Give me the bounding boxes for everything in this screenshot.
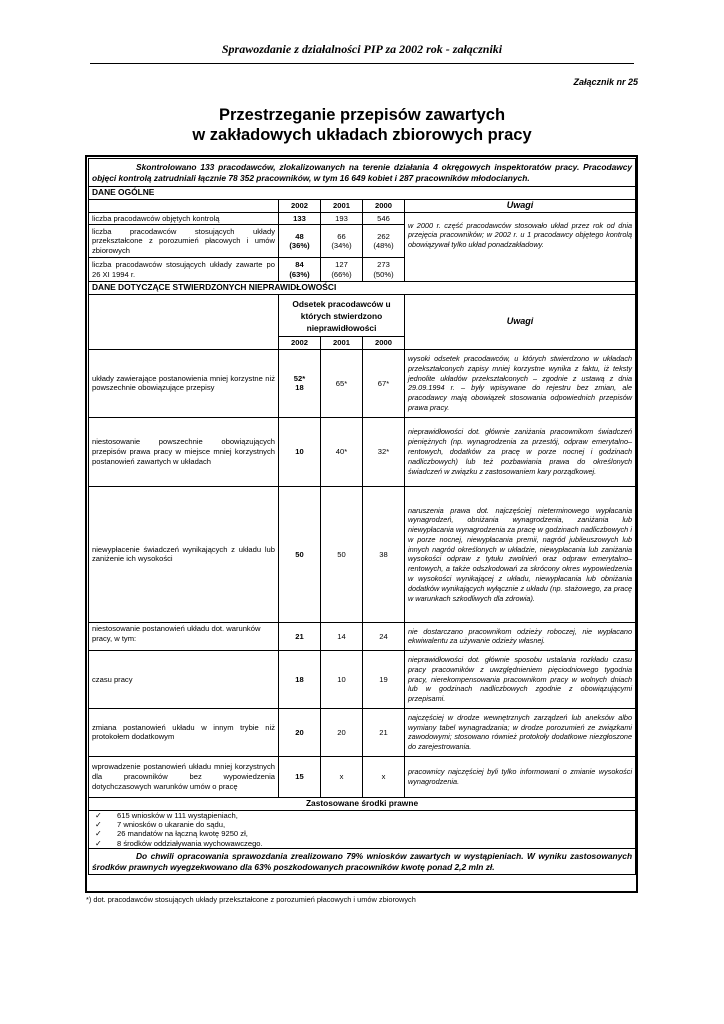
violation-label: układy zawierające postanowienia mniej korzystne niż powszechnie obowiązujące przepisy [89,349,279,417]
measures-list [89,810,636,849]
violation-label: czasu pracy [89,650,279,708]
violation-value-2000: 21 [363,708,405,756]
violation-value-2000: 24 [363,622,405,650]
measures-heading: Zastosowane środki prawne [89,797,636,810]
violation-value-2000: 38 [363,486,405,622]
check-icon: ✓ [95,838,102,848]
check-icon: ✓ [95,829,102,839]
check-icon: ✓ [95,810,102,820]
violation-value-2000: 32* [363,417,405,486]
violation-label: wprowadzenie postanowień układu mniej korzystnych dla pracowników bez wypowiedzenia dotychczasowych warunków umów o pracę [89,756,279,797]
title-line-2: w zakładowych układach zbiorowych pracy [192,126,532,144]
intro-text: Skontrolowano 133 pracodawców, zlokalizowanych na terenie działania 4 okręgowych inspektoratów pracy. Pracodawcy objęci kontrolą zatrudniali łącznie 78 352 pracowników, w tym 16 649 kobiet i 287 pracowników młodocianych. [89,159,636,187]
check-icon: ✓ [95,819,102,829]
violation-value-2001: 50 [321,486,363,622]
violations-heading: DANE DOTYCZĄCE STWIERDZONYCH NIEPRAWIDŁOWOŚCI [89,282,636,295]
violation-label: zmiana postanowień układu w innym trybie niż protokołem dodatkowym [89,708,279,756]
general-value: 546 [363,212,405,225]
general-remark: w 2000 r. część pracodawców stosowało układ przez rok od dnia przejęcia pracowników; w 2002 r. u 1 pracodawcy objętego kontrolą obowiązywał tylko układ ponadzakładowy. [405,212,636,282]
violation-value-2001: 40* [321,417,363,486]
year-2001-header: 2001 [321,337,363,350]
list-item: ✓ 26 mandatów na łączną kwotę 9250 zł, [95,829,248,839]
violation-value-2000: x [363,756,405,797]
general-value: 193 [321,212,363,225]
attachment-number: Załącznik nr 25 [573,77,638,87]
year-2002-header: 2002 [279,199,321,212]
violation-value-2002: 10 [279,417,321,486]
general-value: 273 (50%) [363,258,405,282]
violation-value-2002: 52* 18 [279,349,321,417]
general-row-label: liczba pracodawców stosujących układy zawarte po 26 XI 1994 r. [89,258,279,282]
general-row-label: liczba pracodawców stosujących układy przekształcone z porozumień płacowych i umów zbiorowych [89,225,279,258]
violation-value-2002: 50 [279,486,321,622]
violation-value-2002: 18 [279,650,321,708]
violation-label: niestosowanie postanowień układu dot. warunków pracy, w tym: [89,622,279,650]
header-rule [90,63,634,64]
list-item: ✓ 615 wniosków w 111 wystąpieniach, [95,810,238,820]
year-2000-header: 2000 [363,199,405,212]
violation-remark: wysoki odsetek pracodawców, u których stwierdzono w układach przekształconych zapisy mniej korzystne wynika z faktu, iż teksty jednolite układów przekształconych – zgodnie z ustawą z dnia 29.09.1994 r. – były wpisywane do rejestru bez zmian, ale pracodawcy mają obowiązek stosowania odpowiednich przepisów prawa pracy. [405,349,636,417]
year-2002-header: 2002 [279,337,321,350]
violation-label: niewypłacenie świadczeń wynikających z układu lub zaniżenie ich wysokości [89,486,279,622]
year-2001-header: 2001 [321,199,363,212]
page-title [90,105,634,145]
general-value: 127 (66%) [321,258,363,282]
remarks-header: Uwagi [405,199,636,212]
general-value: 133 [279,212,321,225]
violation-value-2002: 20 [279,708,321,756]
violation-value-2001: 14 [321,622,363,650]
violation-remark: nie dostarczano pracownikom odzieży roboczej, nie wypłacano ekwiwalentu za używanie odzieży własnej. [405,622,636,650]
violation-value-2001: 10 [321,650,363,708]
year-2000-header: 2000 [363,337,405,350]
violation-value-2000: 19 [363,650,405,708]
violations-remarks-header: Uwagi [405,295,636,350]
page-header: Sprawozdanie z działalności PIP za 2002 rok - załączniki [221,42,503,56]
list-item: ✓ 7 wniosków o ukaranie do sądu, [95,819,226,829]
violation-remark: naruszenia prawa dot. najczęściej nieterminowego wypłacania wynagrodzeń, obniżania wynagrodzenia, zaniżania lub niewypłacania wynagrodzenia za pracę w godzinach nadliczbowych i w porze nocnej, niewypłacania premii, nagród jubileuszowych lub innych nagród określonych w układzie, niewypłacania lub zaniżania wysokości odpraw z tytułu zwolnień oraz odpraw emerytalno–rentowych, a także odszkodowań za skrócony okres wypowiedzenia w wysokości wynikającej z układu, niewypłacania lub obniżania dodatków wynikających wyłącznie z układu (np. stażowego, za pracę w warunkach szkodliwych dla zdrowia). [405,486,636,622]
violation-remark: pracownicy najczęściej byli tylko informowani o zmianie wysokości wynagrodzenia. [405,756,636,797]
violation-remark: nieprawidłowości dot. głównie zaniżania pracownikom świadczeń pieniężnych (np. wynagrodzenia za przestój, odpraw emerytalno–rentowych, dodatków za pracę w porze nocnej i godzinach nadliczbowych) lub też pozbawiania prawa do określonych świadczeń w związku z zastosowaniem kary porządkowej. [405,417,636,486]
report-table [88,158,636,875]
violation-value-2001: 65* [321,349,363,417]
footnote: *) dot. pracodawców stosujących układy przekształcone z porozumień płacowych i umów zbiorowych [86,895,416,904]
violation-value-2001: x [321,756,363,797]
title-line-1: Przestrzeganie przepisów zawartych [218,106,506,124]
violation-label: niestosowanie powszechnie obowiązujących przepisów prawa pracy w miejsce mniej korzystnych postanowień zawartych w układach [89,417,279,486]
conclusion-text: Do chwili opracowania sprawozdania zrealizowano 79% wniosków zawartych w wystąpieniach. W wyniku zastosowanych środków prawnych wyegzekwowano dla 63% poszkodowanych pracowników kwotę ponad 2,2 mln zł. [89,849,636,875]
general-value: 66 (34%) [321,225,363,258]
general-value: 84 (63%) [279,258,321,282]
general-value: 48 (36%) [279,225,321,258]
general-heading: DANE OGÓLNE [89,187,636,200]
violation-value-2000: 67* [363,349,405,417]
violation-value-2002: 21 [279,622,321,650]
violations-col-header: Odsetek pracodawców u których stwierdzono nieprawidłowości [279,295,405,337]
list-item: ✓ 8 środków oddziaływania wychowawczego. [95,838,263,848]
general-value: 262 (48%) [363,225,405,258]
violation-value-2001: 20 [321,708,363,756]
general-row-label: liczba pracodawców objętych kontrolą [89,212,279,225]
violation-value-2002: 15 [279,756,321,797]
violation-remark: nieprawidłowości dot. głównie sposobu ustalania rozkładu czasu pracy pracowników z uwzględnieniem pięciodniowego tygodnia pracy, nierekompensowania pracownikom pracy w wolnych dniach lub w godzinach nadliczbowych zgodnie z obowiązującymi przepisami. [405,650,636,708]
violation-remark: najczęściej w drodze wewnętrznych zarządzeń lub aneksów albo wymiany tabel wynagradzania; w drodze porozumień ze związkami zawodowymi; stosowano również protokoły dodatkowe niezgłoszone do zarejestrowania. [405,708,636,756]
